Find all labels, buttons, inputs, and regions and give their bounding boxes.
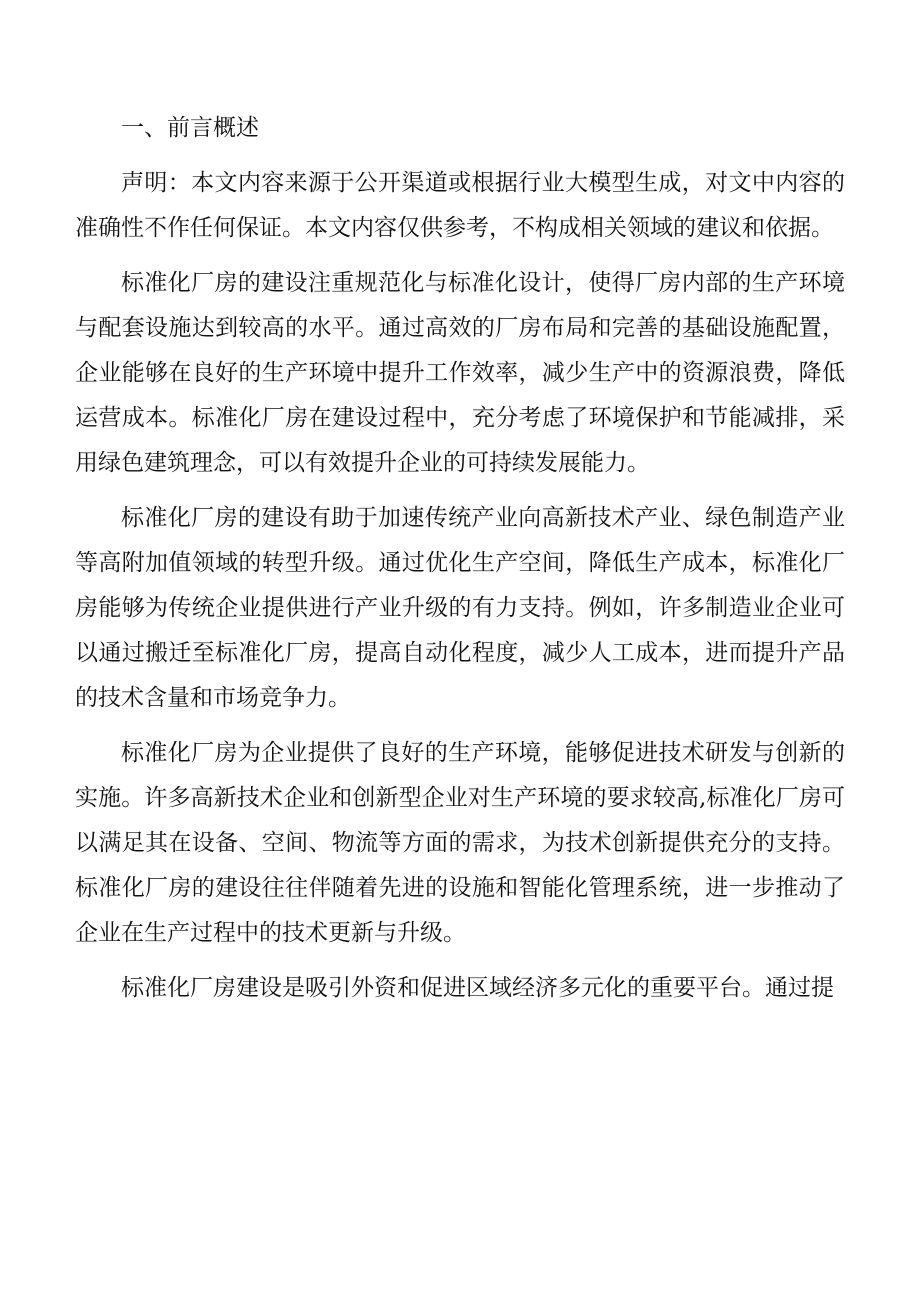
body-paragraph: 标准化厂房的建设有助于加速传统产业向高新技术产业、绿色制造产业等高附加值领域的转型升级。通过优化生产空间，降低生产成本，标准化厂房能够为传统企业提供进行产业升级的有力支持。例如，许多制造业企业可以通过搬迁至标准化厂房，提高自动化程度，减少人工成本，进而提升产品的技术含量和市场竞争力。	[75, 505, 845, 711]
body-paragraph: 标准化厂房建设是吸引外资和促进区域经济多元化的重要平台。通过提	[121, 975, 834, 1001]
body-paragraph: 标准化厂房为企业提供了良好的生产环境，能够促进技术研发与创新的实施。许多高新技术企业和创新型企业对生产环境的要求较高,标准化厂房可以满足其在设备、空间、物流等方面的需求，为技术创新提供充分的支持。标准化厂房的建设往往伴随着先进的设施和智能化管理系统，进一步推动了企业在生产过程中的技术更新与升级。	[75, 740, 845, 946]
document-body	[75, 106, 845, 1021]
disclaimer-paragraph: 声明：本文内容来源于公开渠道或根据行业大模型生成，对文中内容的准确性不作任何保证。本文内容仅供参考，不构成相关领域的建议和依据。	[75, 170, 845, 241]
body-paragraph: 标准化厂房的建设注重规范化与标准化设计，使得厂房内部的生产环境与配套设施达到较高的水平。通过高效的厂房布局和完善的基础设施配置，企业能够在良好的生产环境中提升工作效率，减少生产中的资源浪费，降低运营成本。标准化厂房在建设过程中，充分考虑了环境保护和节能减排，采用绿色建筑理念，可以有效提升企业的可持续发展能力。	[75, 270, 845, 476]
section-heading: 一、前言概述	[121, 115, 259, 141]
